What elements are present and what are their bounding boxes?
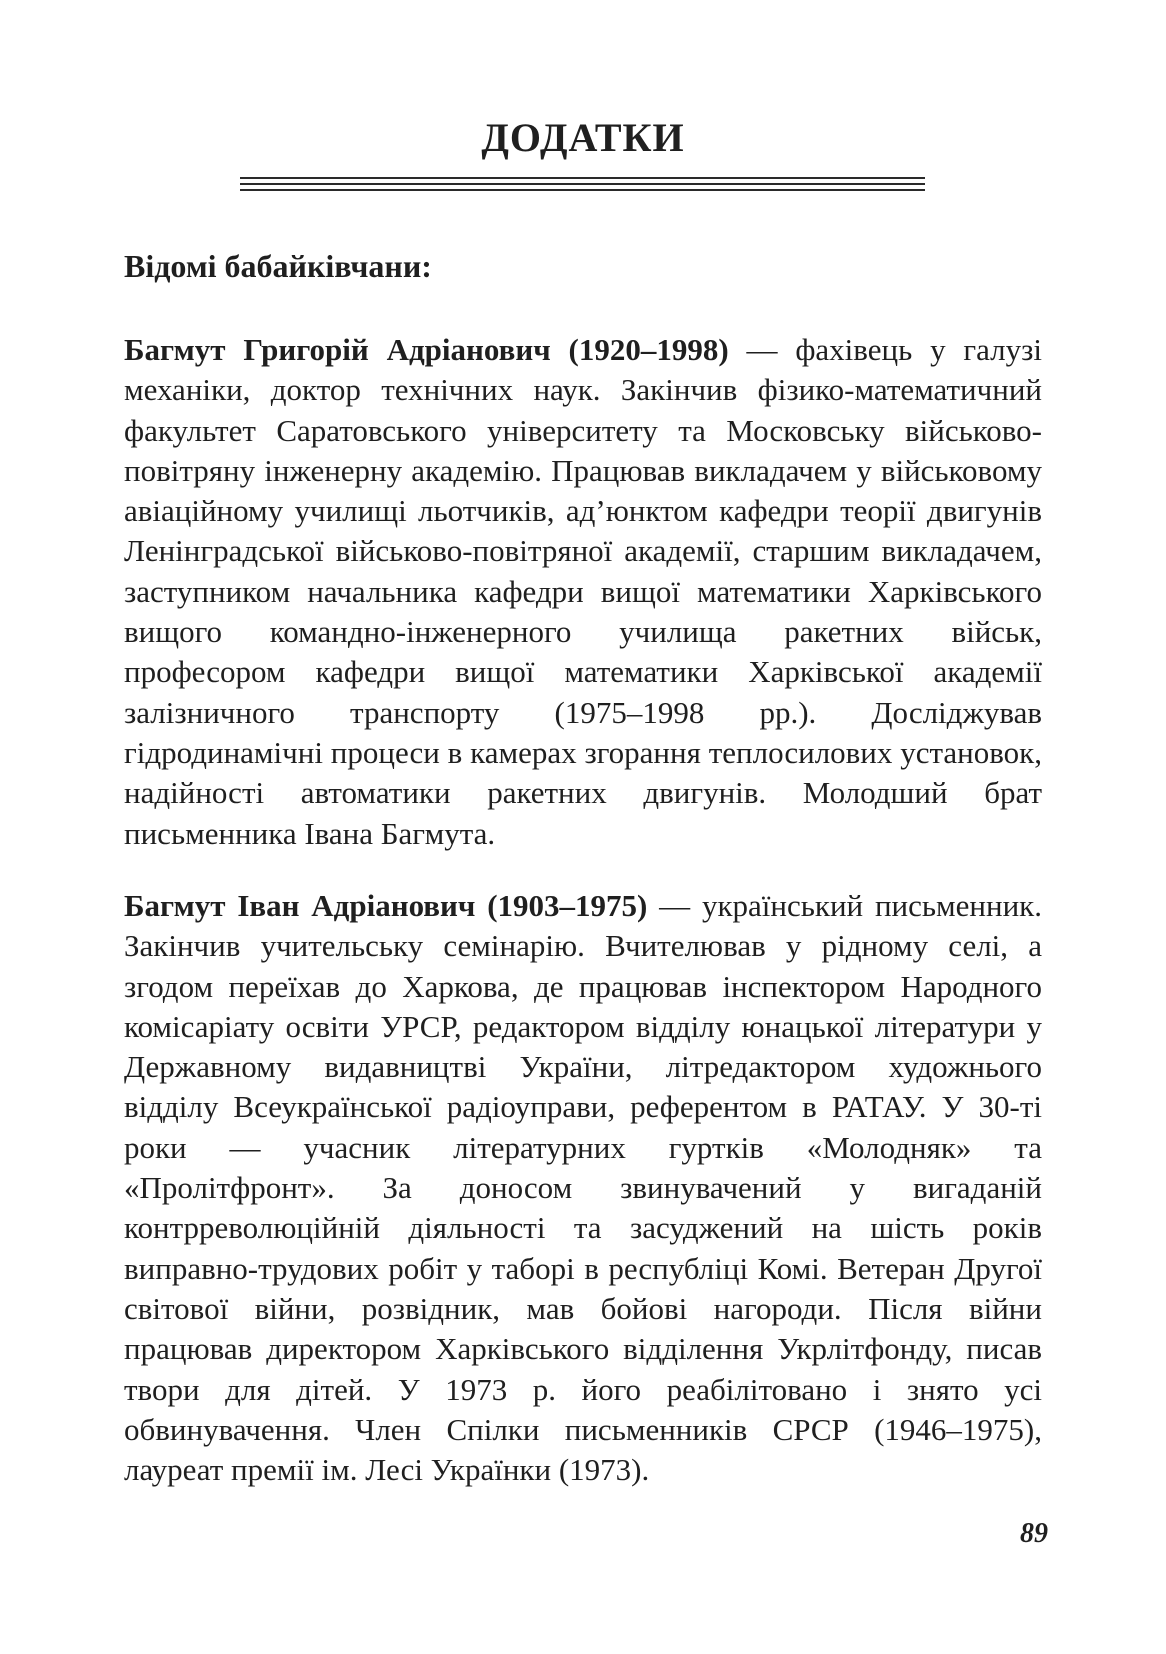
entry-text: — фахівець у галузі механіки, доктор технічних наук. Закінчив фізико-математичний факультет Саратовського університету та Московську військово-повітряну інженерну академію. Працював викладачем у військовому авіаційному училищі льотчиків, ад’юнктом кафедри теорії двигунів Ленінградської військово-повітряної академії, старшим викладачем, заступником начальника кафедри вищої математики Харківського вищого командно-інженерного училища ракетних військ, професором кафедри вищої математики Харківської академії залізничного транспорту (1975–1998 рр.). Досліджував гідродинамічні процеси в камерах згорання теплосилових установок, надійності автоматики ракетних двигунів. Молодший брат письменника Івана Багмута.	[124, 332, 1042, 851]
title-rule-line	[240, 177, 925, 179]
entry-person-name: Багмут Іван Адріанович (1903–1975)	[124, 888, 648, 923]
title-rule-line	[240, 189, 925, 191]
biography-entry	[124, 886, 1042, 1490]
entry-text: — український письменник. Закінчив учительську семінарію. Вчителював у рідному селі, а згодом переїхав до Харкова, де працював інспектором Народного комісаріату освіти УРСР, редактором відділу юнацької літератури у Державному видавництві України, літредактором художнього відділу Всеукраїнської радіоуправи, референтом в РАТАУ. У 30-ті роки — учасник літературних гуртків «Молодняк» та «Пролітфронт». За доносом звинувачений у вигаданій контрреволюційній діяльності та засуджений на шість років виправно-трудових робіт у таборі в республіці Комі. Ветеран Другої світової війни, розвідник, мав бойові нагороди. Після війни працював директором Харківського відділення Укрлітфонду, писав твори для дітей. У 1973 р. його реабілітовано і знято усі обвинувачення. Член Спілки письменників СРСР (1946–1975), лауреат премії ім. Лесі Українки (1973).	[124, 888, 1042, 1488]
entry-person-name: Багмут Григорій Адріанович (1920–1998)	[124, 332, 729, 367]
chapter-title: ДОДАТКИ	[481, 115, 685, 160]
title-rule-line	[240, 183, 925, 185]
biography-entry	[124, 330, 1042, 854]
section-heading: Відомі бабайківчани:	[124, 248, 432, 284]
page-number: 89	[1020, 1518, 1048, 1549]
